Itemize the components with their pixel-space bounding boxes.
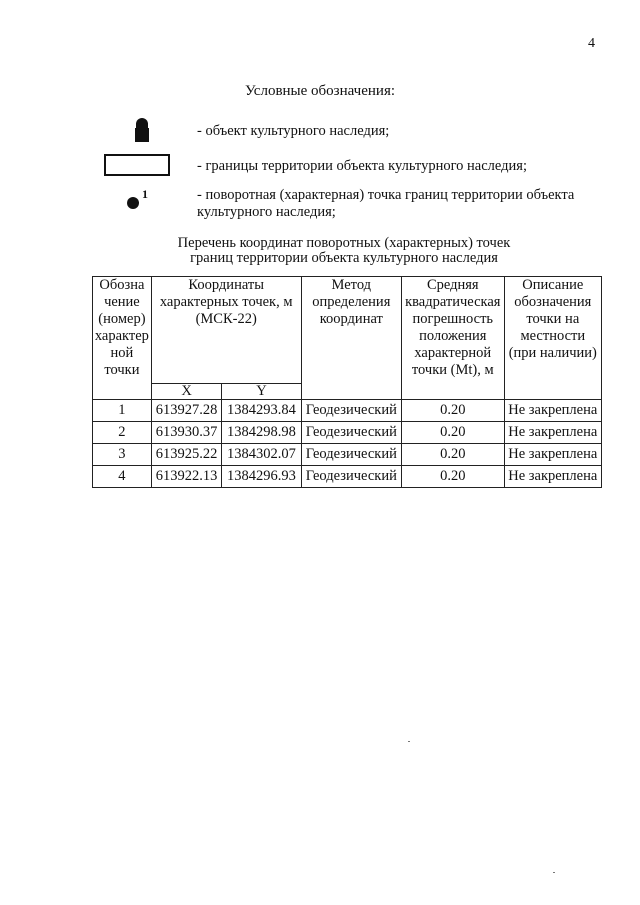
cell-num: 2 xyxy=(93,422,152,444)
table-title xyxy=(0,236,640,266)
cell-num: 3 xyxy=(93,444,152,466)
legend-item-boundary xyxy=(100,154,620,180)
header-x: X xyxy=(151,384,221,400)
cell-method: Геодезический xyxy=(301,400,401,422)
cell-y: 1384302.07 xyxy=(222,444,301,466)
page-number: 4 xyxy=(588,36,595,51)
table-title-line2: границ территории объекта культурного наследия xyxy=(190,250,498,266)
cell-error: 0.20 xyxy=(401,422,504,444)
header-coordinates: Координаты характерных точек, м (МСК-22) xyxy=(151,277,301,384)
cell-num: 1 xyxy=(93,400,152,422)
cell-y: 1384298.98 xyxy=(222,422,301,444)
header-method: Метод определения координат xyxy=(301,277,401,400)
header-description: Описание обозначения точки на местности (при наличии) xyxy=(504,277,601,400)
cell-description: Не закреплена xyxy=(504,400,601,422)
cell-num: 4 xyxy=(93,466,152,488)
table-row xyxy=(93,422,602,444)
table-row xyxy=(93,466,602,488)
legend-item-text: - поворотная (характерная) точка границ территории объекта культурного наследия; xyxy=(197,187,575,220)
cell-x: 613930.37 xyxy=(151,422,221,444)
legend-item-text: - границы территории объекта культурного наследия; xyxy=(197,158,527,174)
legend-item-turning-point xyxy=(100,187,620,227)
table-row xyxy=(93,444,602,466)
cell-method: Геодезический xyxy=(301,444,401,466)
cell-x: 613925.22 xyxy=(151,444,221,466)
cell-x: 613922.13 xyxy=(151,466,221,488)
cell-y: 1384296.93 xyxy=(222,466,301,488)
cell-error: 0.20 xyxy=(401,400,504,422)
legend-item-heritage-object xyxy=(100,118,620,146)
header-designation: Обозна чение (номер) характер ной точки xyxy=(93,277,152,400)
header-y: Y xyxy=(222,384,301,400)
scan-speck xyxy=(553,872,555,873)
cell-error: 0.20 xyxy=(401,466,504,488)
cell-description: Не закреплена xyxy=(504,444,601,466)
cell-description: Не закреплена xyxy=(504,466,601,488)
header-error: Средняя квадратическая погрешность положения характерной точки (Mt), м xyxy=(401,277,504,400)
cell-x: 613927.28 xyxy=(151,400,221,422)
cell-description: Не закреплена xyxy=(504,422,601,444)
cell-y: 1384293.84 xyxy=(222,400,301,422)
table-row xyxy=(93,400,602,422)
cell-error: 0.20 xyxy=(401,444,504,466)
legend-heading: Условные обозначения: xyxy=(244,83,396,99)
turning-point-label: 1 xyxy=(142,187,148,201)
cell-method: Геодезический xyxy=(301,422,401,444)
legend-item-text: - объект культурного наследия; xyxy=(197,123,390,139)
scan-speck xyxy=(408,741,410,742)
coordinates-table xyxy=(92,276,602,488)
cell-method: Геодезический xyxy=(301,466,401,488)
table-title-line1: Перечень координат поворотных (характерных) точек xyxy=(177,235,511,251)
